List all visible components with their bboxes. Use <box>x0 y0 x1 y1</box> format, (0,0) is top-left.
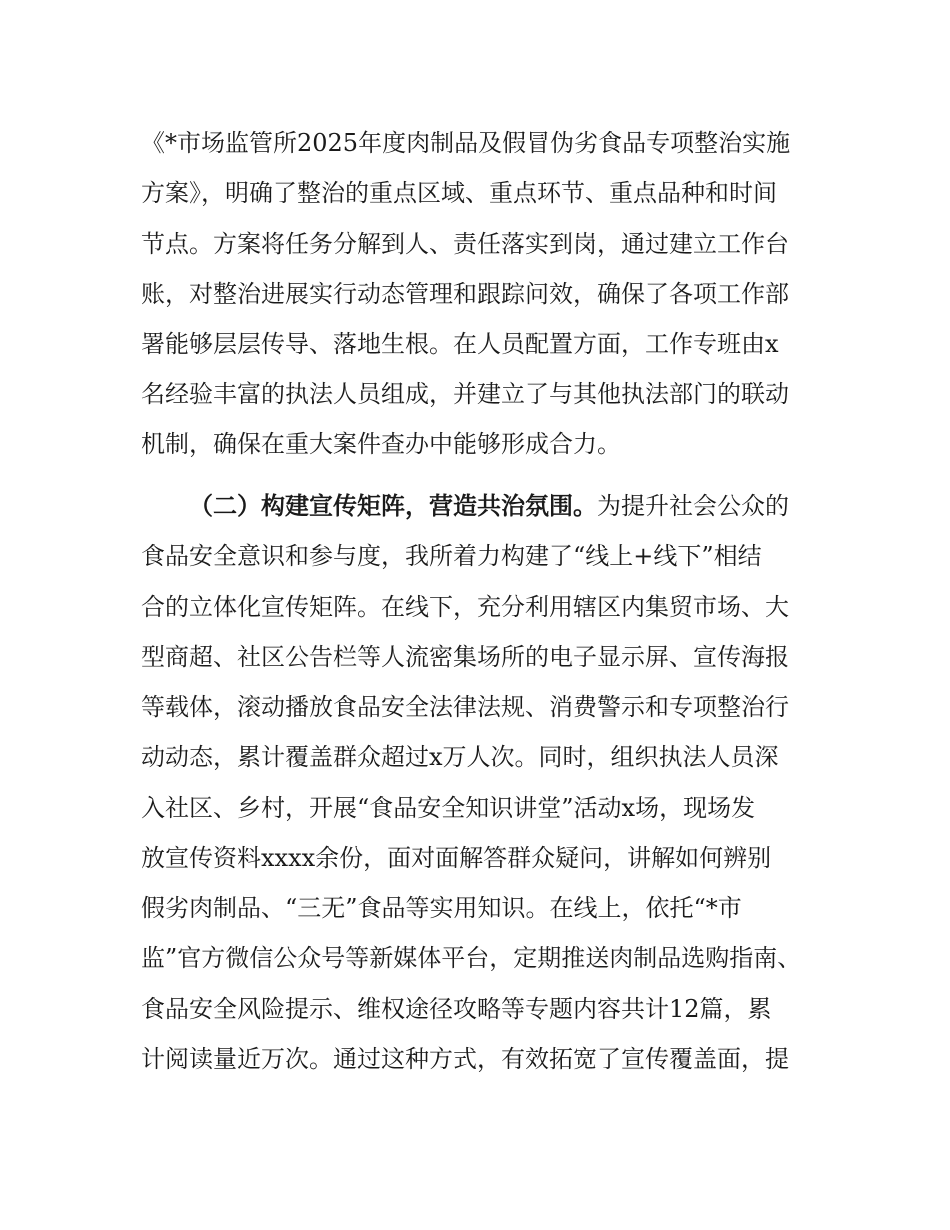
text-line: 动动态，累计覆盖群众超过x万人次。同时，组织执法人员深 <box>141 743 779 771</box>
text-line: 食品安全意识和参与度，我所着力构建了“线上+线下”相结 <box>141 542 762 570</box>
text-line: 计阅读量近万次。通过这种方式，有效拓宽了宣传覆盖面，提 <box>141 1045 789 1073</box>
text-line: 节点。方案将任务分解到人、责任落实到岗，通过建立工作台 <box>141 230 789 258</box>
text-line: 食品安全风险提示、维权途径攻略等专题内容共计12篇，累 <box>141 995 772 1023</box>
paragraph-first-line <box>189 491 789 521</box>
text-line: 账，对整治进展实行动态管理和跟踪问效，确保了各项工作部 <box>141 280 789 308</box>
text-line: 型商超、社区公告栏等人流密集场所的电子显示屏、宣传海报 <box>141 643 789 671</box>
text-line: 名经验丰富的执法人员组成，并建立了与其他执法部门的联动 <box>141 380 789 408</box>
text-line: 放宣传资料xxxx余份，面对面解答群众疑问，讲解如何辨别 <box>141 844 772 872</box>
text-line: 《*市场监管所2025年度肉制品及假冒伪劣食品专项整治实施 <box>141 129 791 157</box>
text-line: 入社区、乡村，开展“食品安全知识讲堂”活动x场，现场发 <box>141 794 756 822</box>
text-line: 方案》，明确了整治的重点区域、重点环节、重点品种和时间 <box>141 179 777 207</box>
section-heading: （二）构建宣传矩阵，营造共治氛围。 <box>189 492 597 520</box>
text-line: 署能够层层传导、落地生根。在人员配置方面，工作专班由x <box>141 330 779 358</box>
text-line: 合的立体化宣传矩阵。在线下，充分利用辖区内集贸市场、大 <box>141 593 789 621</box>
text-line: 等载体，滚动播放食品安全法律法规、消费警示和专项整治行 <box>141 693 789 721</box>
text-run: 为提升社会公众的 <box>597 492 789 520</box>
text-line: 监”官方微信公众号等新媒体平台，定期推送肉制品选购指南、 <box>141 944 802 972</box>
text-line: 机制，确保在重大案件查办中能够形成合力。 <box>141 430 621 458</box>
text-line: 假劣肉制品、“三无”食品等实用知识。在线上，依托“*市 <box>141 894 742 922</box>
